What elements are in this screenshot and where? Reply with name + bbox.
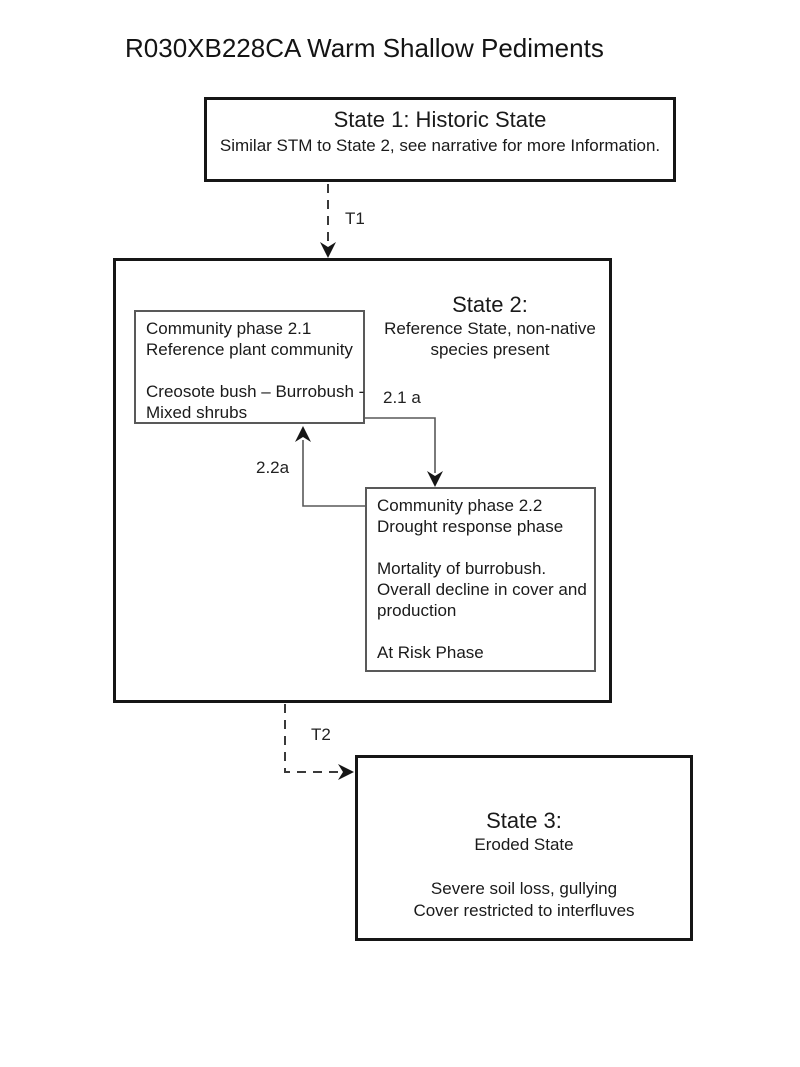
phase22-line: Overall decline in cover and [377, 580, 587, 599]
state3-description-line1: Severe soil loss, gullying [430, 879, 618, 898]
state2-subtitle-line1: Reference State, non-native [384, 319, 596, 338]
transition-t1-label: T1 [345, 209, 365, 228]
phase21-line: Community phase 2.1 [146, 319, 312, 338]
diagram-title: R030XB228CA Warm Shallow Pediments [125, 33, 604, 63]
state3-description-line2: Cover restricted to interfluves [413, 901, 635, 920]
phase21-line [146, 360, 353, 381]
phase22-line: At Risk Phase [377, 643, 484, 662]
state1-description: Similar STM to State 2, see narrative for more Information. [219, 136, 661, 155]
state2-heading [372, 292, 608, 360]
state3-title: State 3: [486, 808, 562, 833]
pathway-22a-label: 2.2a [256, 458, 290, 477]
state3-blank-line [358, 856, 690, 878]
transition-t2-label: T2 [311, 725, 331, 744]
state1-box [204, 97, 676, 182]
phase21-line: Mixed shrubs [146, 403, 248, 422]
state3-box [355, 755, 693, 941]
state3-subtitle: Eroded State [474, 835, 574, 854]
community-phase-2-2-box [365, 487, 596, 672]
phase22-line: production [377, 601, 457, 620]
phase22-line: Mortality of burrobush. [377, 559, 547, 578]
phase21-line: Creosote bush – Burrobush - [146, 382, 365, 401]
phase22-line [377, 621, 584, 642]
state2-title: State 2: [452, 292, 528, 317]
phase22-line: Drought response phase [377, 517, 564, 536]
phase22-line [377, 537, 584, 558]
community-phase-2-1-box [134, 310, 365, 424]
transition-t1-arrow [320, 184, 336, 258]
pathway-21a-label: 2.1 a [383, 388, 421, 407]
phase22-line: Community phase 2.2 [377, 496, 543, 515]
state1-title: State 1: Historic State [333, 107, 547, 132]
phase21-line: Reference plant community [146, 340, 353, 359]
state2-subtitle-line2: species present [430, 340, 550, 359]
